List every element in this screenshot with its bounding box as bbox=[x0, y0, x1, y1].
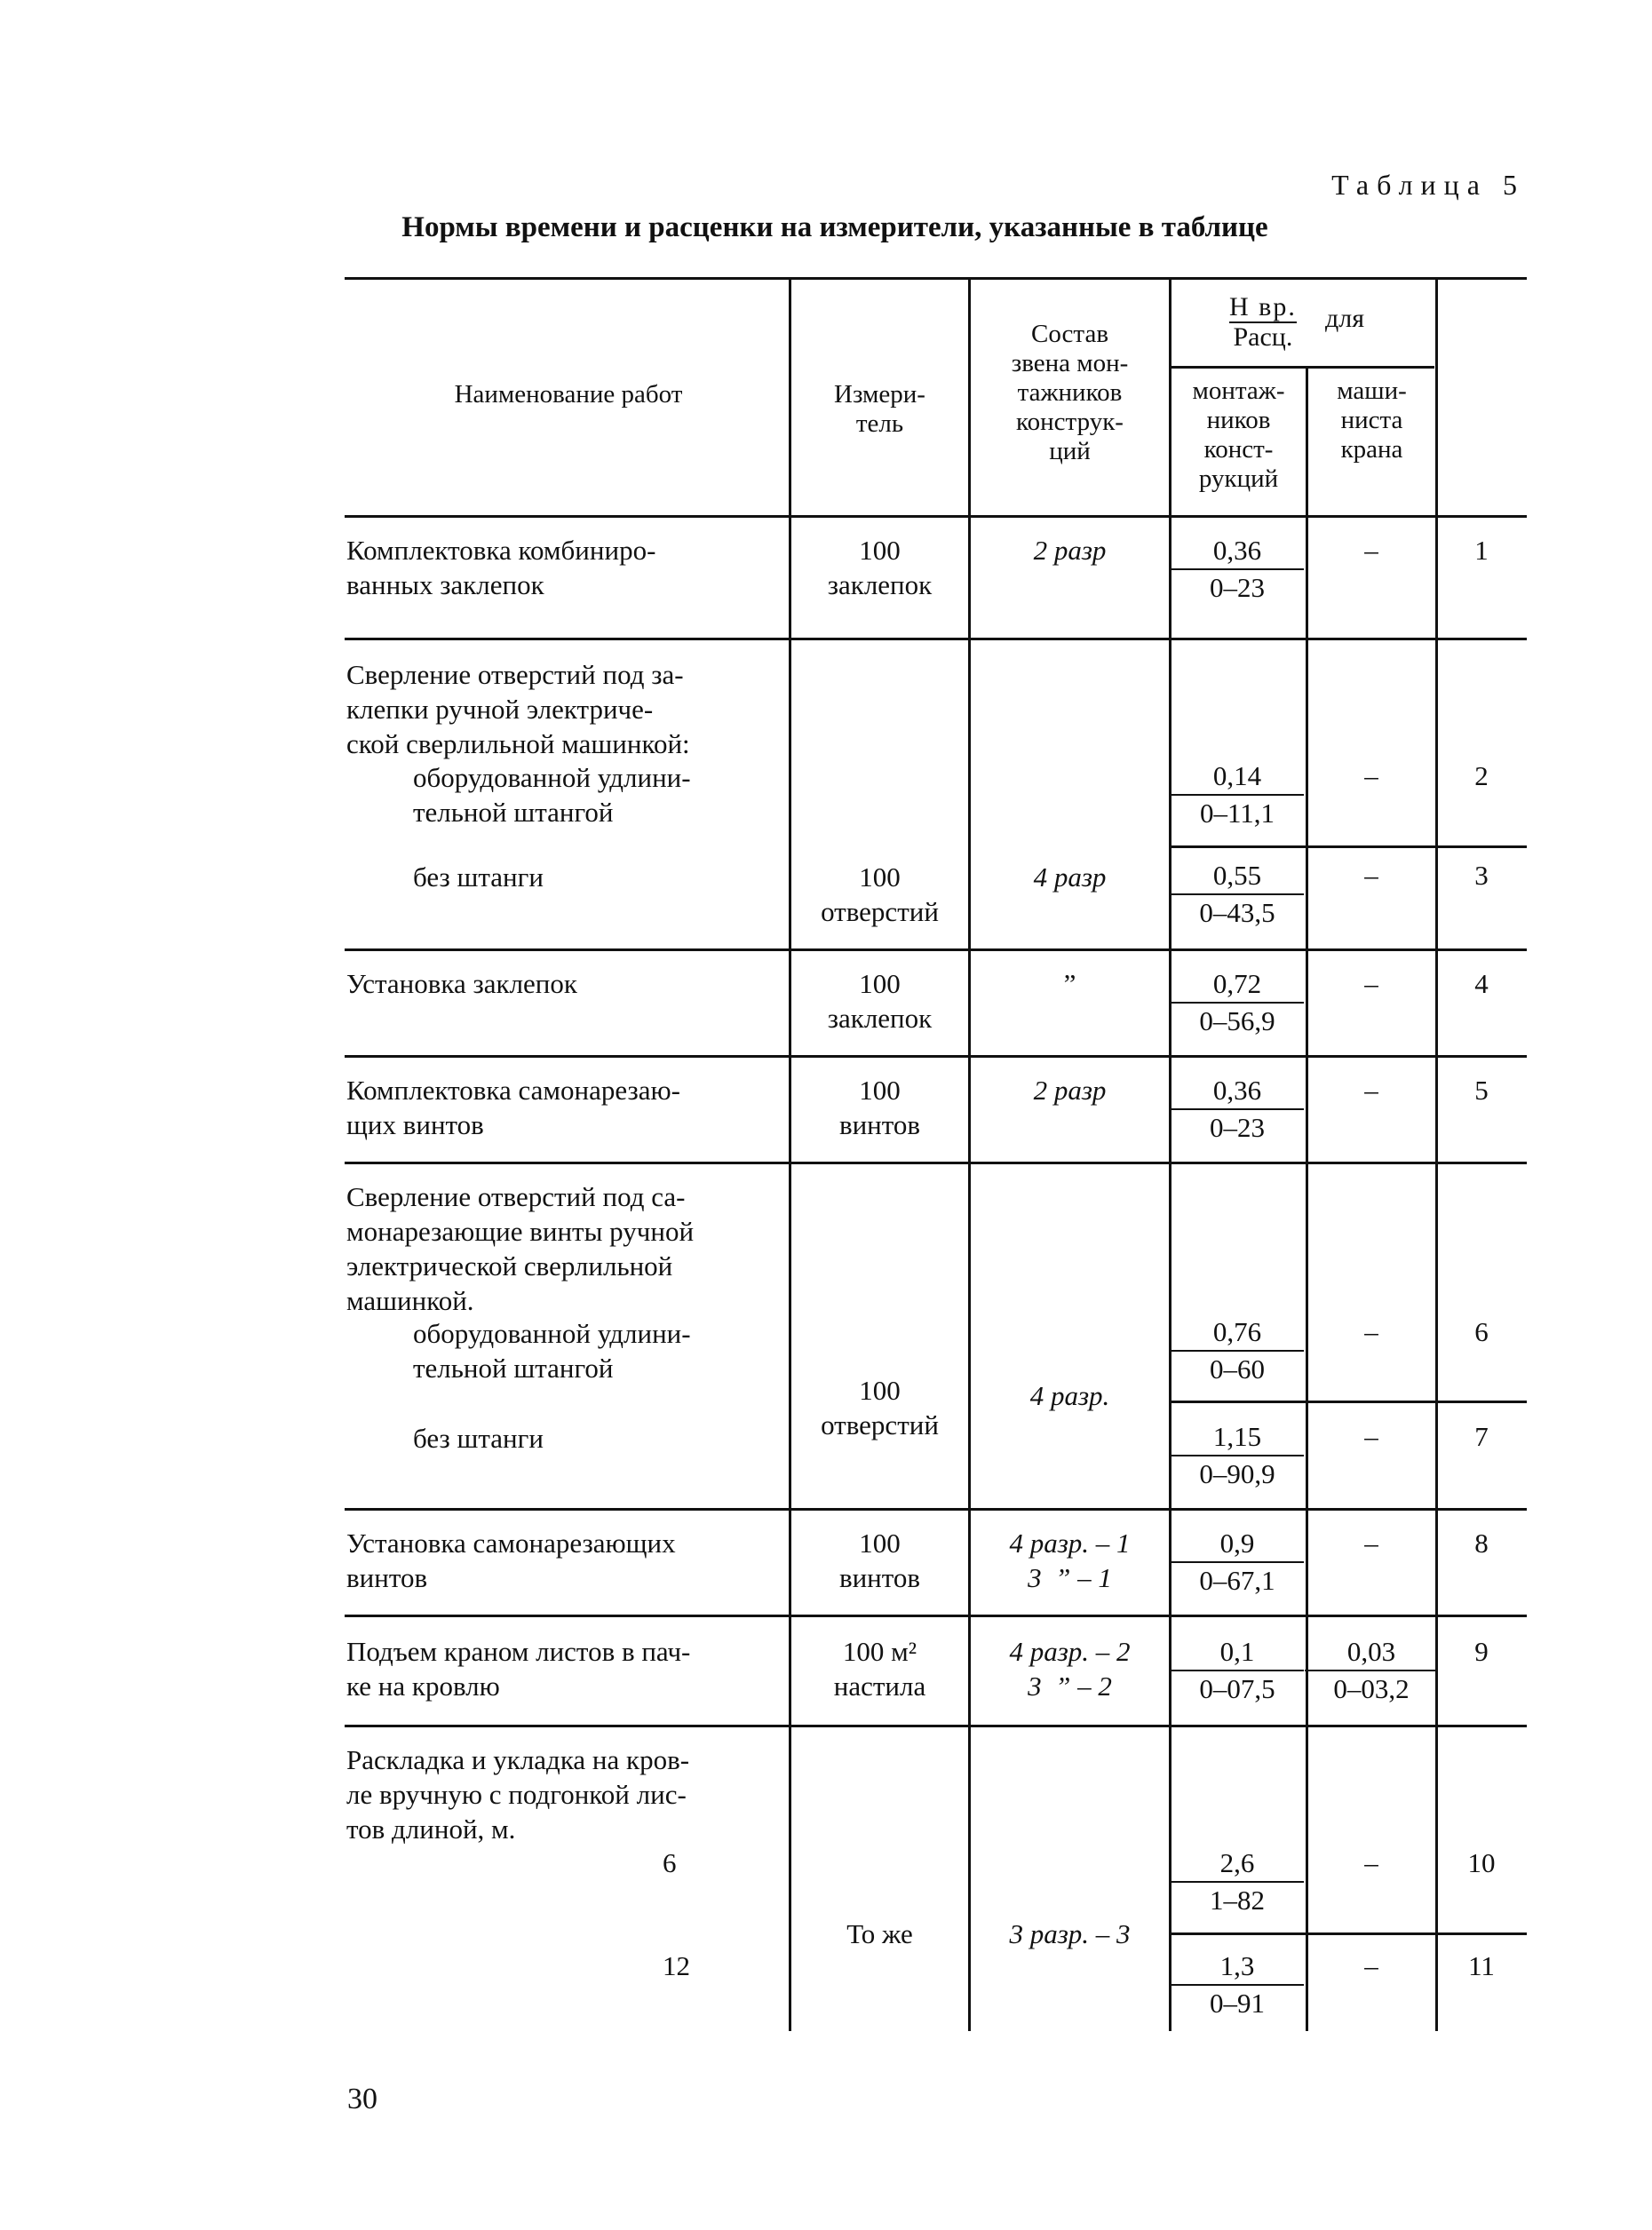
work-subname: оборудованной удлини- тельной штангой bbox=[413, 1318, 691, 1384]
work-name: Установка самонарезающих винтов bbox=[346, 1528, 676, 1593]
unit-cell: То же bbox=[846, 1918, 913, 1949]
page-number: 30 bbox=[347, 2083, 377, 2115]
norm-assemblers: $\frac{0,76}{0-60}$ bbox=[1171, 1314, 1304, 1387]
row-number: 9 bbox=[1474, 1636, 1489, 1667]
row-number: 7 bbox=[1474, 1421, 1489, 1452]
header-crane: маши- ниста крана bbox=[1337, 377, 1407, 464]
table-title: Нормы времени и расценки на измерители, указанные в таблице bbox=[401, 211, 1268, 243]
work-subname: оборудованной удлини- тельной штангой bbox=[413, 762, 691, 828]
norm-assemblers: $\frac{1,3}{0-91}$ bbox=[1171, 1948, 1304, 2021]
norm-assemblers: $\frac{2,6}{1-82}$ bbox=[1171, 1845, 1304, 1918]
row-number: 1 bbox=[1474, 535, 1489, 566]
crew-cell: 4 разр. bbox=[1029, 1380, 1110, 1411]
norm-assemblers: $\frac{0,36}{0-23}$ bbox=[1171, 1073, 1304, 1146]
norm-crane: – bbox=[1364, 860, 1378, 891]
work-name: Сверление отверстий под са- монарезающие винты ручной электрической сверлильной машинкой. bbox=[346, 1181, 695, 1316]
unit-cell: 100 отверстий bbox=[821, 1375, 939, 1440]
table-caption: Таблица 5 bbox=[1331, 169, 1525, 201]
header-norm-for: для bbox=[1325, 304, 1365, 333]
unit-cell: 100 винтов bbox=[838, 1528, 921, 1593]
header-name: Наименование работ bbox=[454, 380, 683, 409]
norm-crane: – bbox=[1364, 535, 1378, 566]
crew-cell: 4 разр. – 2 3 ” – 2 bbox=[1009, 1636, 1131, 1702]
norm-crane: – bbox=[1364, 1316, 1378, 1347]
header-unit: Измери- тель bbox=[834, 380, 925, 438]
norm-assemblers: $\frac{0,36}{0-23}$ bbox=[1171, 533, 1304, 606]
norm-assemblers: $\frac{0,1}{0-07,5}$ bbox=[1171, 1634, 1304, 1707]
norm-crane: – bbox=[1364, 1075, 1378, 1106]
work-subname: 6 bbox=[663, 1847, 677, 1878]
crew-cell: ” bbox=[1063, 968, 1076, 999]
norm-assemblers: $\frac{0,55}{0-43,5}$ bbox=[1171, 858, 1304, 931]
work-name: Подъем краном листов в пач- ке на кровлю bbox=[346, 1636, 691, 1702]
row-number: 3 bbox=[1474, 860, 1489, 891]
row-number: 5 bbox=[1474, 1075, 1489, 1106]
crew-cell: 2 разр bbox=[1033, 535, 1107, 566]
norm-assemblers: $\frac{0,9}{0-67,1}$ bbox=[1171, 1526, 1304, 1599]
norm-crane: – bbox=[1364, 1847, 1378, 1878]
norm-assemblers: $\frac{1,15}{0-90,9}$ bbox=[1171, 1419, 1304, 1492]
crew-cell: 4 разр bbox=[1033, 861, 1107, 893]
unit-cell: 100 винтов bbox=[838, 1075, 921, 1140]
norm-crane: – bbox=[1364, 1950, 1378, 1981]
work-subname: 12 bbox=[663, 1950, 690, 1981]
row-number: 11 bbox=[1468, 1950, 1495, 1981]
crew-cell: 4 разр. – 1 3 ” – 1 bbox=[1009, 1528, 1131, 1593]
norm-crane: – bbox=[1364, 1421, 1378, 1452]
norm-crane: – bbox=[1364, 968, 1378, 999]
row-number: 8 bbox=[1474, 1528, 1489, 1559]
header-norm-denominator: Расц. bbox=[1229, 321, 1297, 352]
norm-crane-fraction: $\frac{0,03}{0-03,2}$ bbox=[1305, 1634, 1438, 1707]
norm-assemblers: $\frac{0,72}{0-56,9}$ bbox=[1171, 966, 1304, 1039]
norm-crane: – bbox=[1364, 760, 1378, 791]
header-crew: Состав звена мон- тажников конструк- ций bbox=[1011, 320, 1129, 465]
work-subname: без штанги bbox=[413, 861, 544, 893]
work-name: Сверление отверстий под за- клепки ручной электриче- ской сверлильной машинкой: bbox=[346, 659, 690, 759]
unit-cell: 100 отверстий bbox=[821, 861, 939, 927]
header-norm-numerator: Н вр. bbox=[1229, 292, 1297, 321]
row-number: 2 bbox=[1474, 760, 1489, 791]
row-number: 10 bbox=[1467, 1847, 1496, 1878]
row-number: 4 bbox=[1474, 968, 1489, 999]
unit-cell: 100 заклепок bbox=[827, 535, 933, 600]
crew-cell: 2 разр bbox=[1033, 1075, 1107, 1106]
work-name: Комплектовка самонарезаю- щих винтов bbox=[346, 1075, 680, 1140]
crew-cell: 3 разр. – 3 bbox=[1009, 1918, 1131, 1949]
work-name: Установка заклепок bbox=[346, 968, 577, 999]
work-name: Комплектовка комбиниро- ванных заклепок bbox=[346, 535, 656, 600]
unit-cell: 100 заклепок bbox=[827, 968, 933, 1034]
work-subname: без штанги bbox=[413, 1423, 544, 1454]
norm-assemblers: $\frac{0,14}{0-11,1}$ bbox=[1171, 758, 1304, 831]
row-number: 6 bbox=[1474, 1316, 1489, 1347]
norm-crane: – bbox=[1364, 1528, 1378, 1559]
unit-cell: 100 м² настила bbox=[833, 1636, 926, 1702]
work-name: Раскладка и укладка на кров- ле вручную с подгонкой лис- тов длиной, м. bbox=[346, 1744, 690, 1845]
header-assemblers: монтаж- ников конст- рукций bbox=[1192, 377, 1285, 493]
